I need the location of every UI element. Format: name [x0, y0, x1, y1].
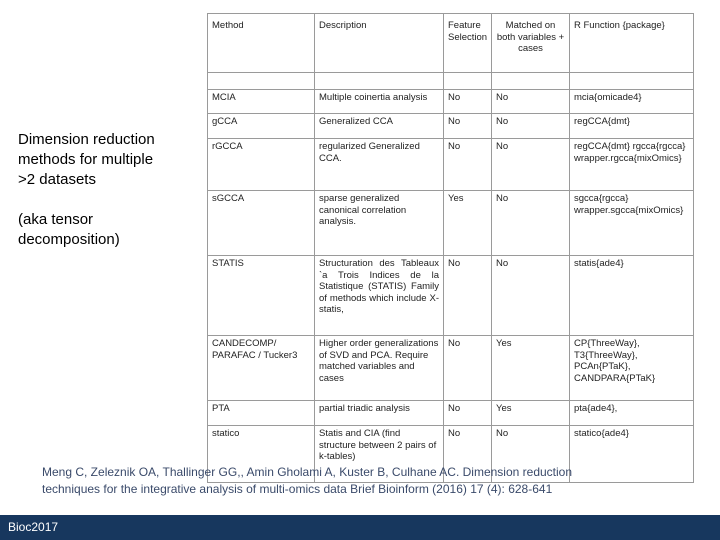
- citation-line: techniques for the integrative analysis of multi-omics data Brief Bioinform (2016) 17 (4): 628-641: [42, 482, 553, 496]
- cell-r-function: statis{ade4}: [570, 256, 694, 336]
- cell-description: Multiple coinertia analysis: [315, 90, 444, 114]
- cell-description: Structuration des Tableaux `a Trois Indices de la Statistique (STATIS) Family of methods which include X-statis,: [315, 256, 444, 336]
- side-text-line: (aka tensor: [18, 211, 94, 228]
- header-method: Method: [208, 14, 315, 73]
- cell-r-function: mcia{omicade4}: [570, 90, 694, 114]
- slide-side-text: [18, 130, 198, 250]
- header-description: Description: [315, 14, 444, 73]
- cell-matched: No: [492, 191, 570, 256]
- cell-feature-selection: No: [444, 336, 492, 401]
- cell-matched: No: [492, 139, 570, 191]
- table-row: [208, 114, 694, 139]
- table-row: [208, 90, 694, 114]
- cell-matched: No: [492, 114, 570, 139]
- table-row: [208, 256, 694, 336]
- side-text-line: decomposition): [18, 231, 120, 248]
- cell-method: rGCCA: [208, 139, 315, 191]
- cell-feature-selection: No: [444, 114, 492, 139]
- table-spacer-row: [208, 73, 694, 90]
- footer-label: Bioc2017: [8, 520, 59, 534]
- methods-table: [207, 13, 694, 483]
- cell-method: PTA: [208, 401, 315, 426]
- cell-matched: Yes: [492, 336, 570, 401]
- cell-r-function: regCCA{dmt}: [570, 114, 694, 139]
- header-feature-selection: Feature Selection: [444, 14, 492, 73]
- cell-r-function: sgcca{rgcca} wrapper.sgcca{mixOmics}: [570, 191, 694, 256]
- cell-method: gCCA: [208, 114, 315, 139]
- cell-description: Generalized CCA: [315, 114, 444, 139]
- side-text-line: >2 datasets: [18, 171, 96, 188]
- cell-feature-selection: No: [444, 139, 492, 191]
- cell-feature-selection: No: [444, 256, 492, 336]
- cell-method: MCIA: [208, 90, 315, 114]
- cell-method: STATIS: [208, 256, 315, 336]
- cell-description: regularized Generalized CCA.: [315, 139, 444, 191]
- cell-r-function: statico{ade4}: [570, 426, 694, 483]
- cell-description: sparse generalized canonical correlation analysis.: [315, 191, 444, 256]
- cell-description: Higher order generalizations of SVD and PCA. Require matched variables and cases: [315, 336, 444, 401]
- cell-r-function: pta{ade4},: [570, 401, 694, 426]
- table-row: [208, 336, 694, 401]
- cell-feature-selection: No: [444, 90, 492, 114]
- cell-method: statico: [208, 426, 315, 483]
- cell-matched: Yes: [492, 401, 570, 426]
- cell-description: partial triadic analysis: [315, 401, 444, 426]
- side-text-gap: [18, 190, 198, 210]
- cell-feature-selection: Yes: [444, 191, 492, 256]
- cell-feature-selection: No: [444, 401, 492, 426]
- cell-matched: No: [492, 90, 570, 114]
- cell-r-function: CP{ThreeWay}, T3{ThreeWay}, PCAn{PTaK}, CANDPARA{PTaK}: [570, 336, 694, 401]
- table-row: [208, 191, 694, 256]
- cell-matched: No: [492, 426, 570, 483]
- header-r-function: R Function {package}: [570, 14, 694, 73]
- table-row: [208, 139, 694, 191]
- cell-feature-selection: No: [444, 426, 492, 483]
- cell-description: Statis and CIA (find structure between 2 pairs of k-tables): [315, 426, 444, 483]
- side-text-line: methods for multiple: [18, 151, 154, 168]
- footer-bar: [0, 515, 720, 540]
- table-header-row: [208, 14, 694, 73]
- cell-method: sGCCA: [208, 191, 315, 256]
- header-matched: Matched on both variables + cases: [492, 14, 570, 73]
- cell-matched: No: [492, 256, 570, 336]
- table-row: [208, 401, 694, 426]
- citation-line: Meng C, Zeleznik OA, Thallinger GG,, Amin Gholami A, Kuster B, Culhane AC. Dimension reduction: [42, 465, 573, 479]
- side-text-line: Dimension reduction: [18, 131, 155, 148]
- cell-r-function: regCCA{dmt} rgcca{rgcca} wrapper.rgcca{mixOmics}: [570, 139, 694, 191]
- citation: [42, 464, 682, 498]
- cell-method: CANDECOMP/ PARAFAC / Tucker3: [208, 336, 315, 401]
